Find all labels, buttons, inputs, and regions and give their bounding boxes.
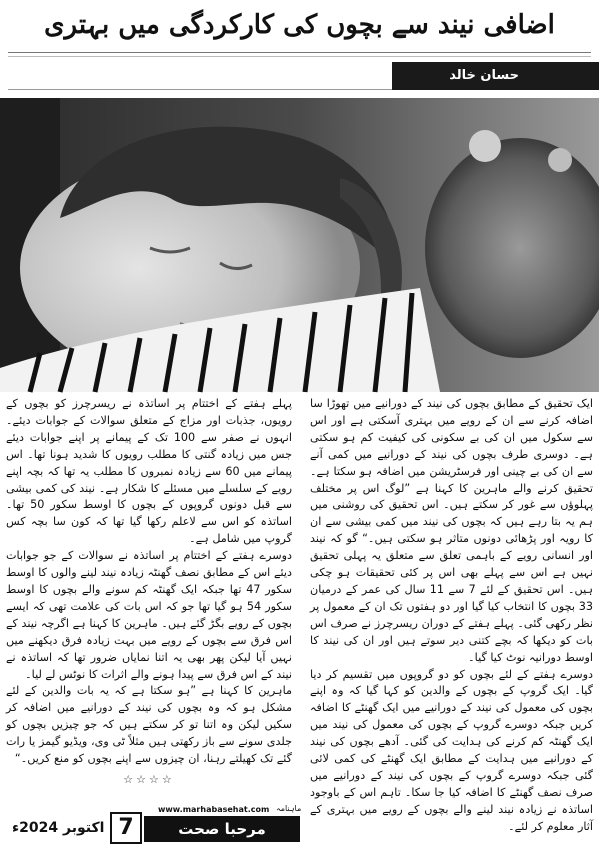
sleeping-child-photo [0, 98, 599, 392]
article-paragraph: ماہرین کا کہنا ہے ”ہو سکتا ہے کہ یہ بات والدین کے لئے مشکل ہو کہ وہ بچوں کی نیند کے دورانیے میں اضافہ کر سکیں لیکن وہ اتنا تو کر سکتے ہیں کہ جو چیزیں بچوں کو جلدی سونے سے باز رکھتی ہیں مثلاً ٹی وی، ویڈیو گیمز یا رات گئے تک کھیلتے رہنا، ان چیزوں سے اپنے بچوں کو منع کریں۔“ [6, 684, 292, 766]
author-name: حسان خالد [449, 68, 519, 83]
article-column-right [310, 396, 593, 833]
article-title: اضافی نیند سے بچوں کی کارکردگی میں بہتری [44, 10, 555, 40]
issue-date: اکتوبر 2024ء [12, 820, 105, 836]
article-paragraph: دوسرے ہفتے کے لئے بچوں کو دو گروپوں میں تقسیم کر دیا گیا۔ ایک گروپ کے بچوں کے والدین کو کہا گیا کہ وہ اپنے بچوں کی معمول کی نیند کے دورانیے میں ایک گھنٹے کا اضافہ کریں جبکہ دوسرے گروپ کے بچوں کی معمول کی نیند میں ایک گھنٹہ کم کرنے کی ہدایت کی گئی۔ آدھے بچوں کی نیند کے دورانیے میں ہدایت کے مطابق ایک گھنٹے کی کمی لائی گئی جبکہ دوسرے گروپ کے بچوں کی نیند کے دورانیے میں صرف نصف گھنٹے کا اضافہ کیا جا سکا۔ تاہم اس کے باوجود اساتذہ نے زیادہ نیند لینے والے بچوں کے رویے میں بہتری کے آثار معلوم کر لئے۔ [310, 667, 593, 833]
page-footer [6, 804, 302, 842]
title-divider [8, 52, 591, 53]
page-number: 7 [110, 812, 142, 844]
author-bar [392, 62, 599, 90]
article-column-left [6, 396, 292, 786]
website-url: www.marhabasehat.com [158, 805, 270, 814]
article-paragraph: ایک تحقیق کے مطابق بچوں کی نیند کے دورانیے میں تھوڑا سا اضافہ کرنے سے ان کے رویے میں بہتری آسکتی ہے اور اس سے سکول میں ان کی بے سکونی کی کیفیت کم ہو سکتی ہے۔ دوسری طرف بچوں کی نیند کے دورانیے میں کمی آنے سے ان کی بے چینی اور فرسٹریشن میں اضافہ ہو سکتا ہے۔ تحقیق کرنے والے ماہرین کا کہنا ہے ”لوگ اس پر مختلف پہلوؤں سے غور کر سکتے ہیں۔ اس تحقیق کی روشنی میں ہم یہ بتا رہے ہیں کہ بچوں کی نیند میں کمی بیشی سے ان کا رویہ اور پڑھائی دونوں متاثر ہو سکتی ہیں۔“ گو کہ نیند اور انسانی رویے کے باہمی تعلق سے متعلق یہ پہلی تحقیق نہیں ہے اس سے پہلے بھی اس پر کئی تحقیقات ہو چکی ہیں۔ اس تحقیق کے لئے 7 سے 11 سال کی عمر کے درمیان 33 بچوں کا انتخاب کیا گیا اور دو ہفتوں تک ان کے معمول پر نظر رکھی گئی۔ پہلے ہفتے کے دوران ریسرچرز نے صرف اس بات کو دیکھا کہ بچے کتنی دیر سوتے ہیں اور ان کی نیند کا اوسط دورانیہ نوٹ کیا گیا۔ [310, 397, 593, 664]
author-underline [8, 89, 392, 90]
end-of-article-mark: ☆☆☆☆ [123, 772, 175, 786]
article-paragraph: پہلے ہفتے کے اختتام پر اساتذہ نے ریسرچرز کو بچوں کے رویوں، جذبات اور مزاج کے متعلق سوالات کے جوابات دیئے۔ انہوں نے صفر سے 100 تک کے پیمانے پر اپنے جوابات دیئے جس میں زیادہ گنتی کا مطلب رویوں کا شدید ہونا تھا۔ اس پیمانے میں 60 سے زیادہ نمبروں کا مطلب یہ تھا کہ بچہ اپنے رویے کے سلسلے میں مسئلے کا شکار ہے۔ نیند کی کمی بیشی سے قبل دونوں گروپوں کے بچوں کا اوسط سکور 50 تھا۔ اساتذہ کو اس سے لاعلم رکھا گیا تھا کہ کون سا بچہ کس گروپ میں شامل ہے۔ [6, 397, 292, 546]
magazine-label: ماہنامہ [276, 804, 302, 813]
article-paragraph: دوسرے ہفتے کے اختتام پر اساتذہ نے سوالات کے جو جوابات دیئے اس کے مطابق نصف گھنٹہ زیادہ نیند لینے والوں کا اوسط سکور 47 تھا جبکہ ایک گھنٹہ کم سونے والے بچوں کا اوسط سکور 54 ہو گیا تھا جو کہ اس بات کی علامت تھی کہ ایسے بچوں کے رویے بگڑ گئے ہیں۔ ماہرین کا کہنا ہے اگرچہ نیند کے اس فرق سے بچوں کے رویے میں بہت زیادہ فرق دیکھنے میں نہیں آیا لیکن پھر بھی یہ اتنا نمایاں ضرور تھا کہ اساتذہ نے نیند کے اس فرق سے پیدا ہونے والے اثرات کا نوٹس لے لیا۔ [6, 549, 292, 681]
magazine-masthead: مرحبا صحت [144, 816, 300, 842]
title-divider-secondary [8, 56, 591, 57]
